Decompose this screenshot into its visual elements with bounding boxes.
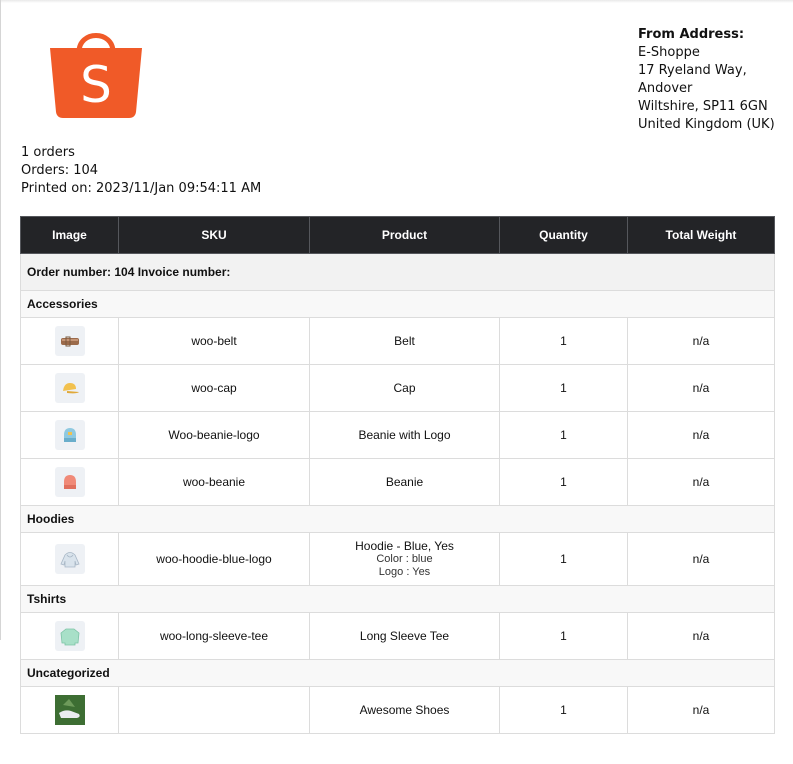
image-cell (21, 459, 119, 506)
printed-on: Printed on: 2023/11/Jan 09:54:11 AM (21, 181, 262, 196)
product-cell: Cap (310, 365, 500, 412)
image-cell (21, 412, 119, 459)
orders-list: Orders: 104 (21, 163, 99, 178)
hoodie-thumbnail-icon (55, 544, 85, 574)
category-uncategorized: Uncategorized (21, 660, 775, 687)
from-address-line: 17 Ryeland Way, (638, 63, 747, 78)
sku-cell: woo-hoodie-blue-logo (119, 533, 310, 586)
product-cell: Beanie with Logo (310, 412, 500, 459)
product-cell (310, 533, 500, 586)
category-row (21, 506, 775, 533)
product-variant-color: Color : blue (376, 553, 433, 565)
beanie-logo-thumbnail-icon (55, 420, 85, 450)
orders-count: 1 orders (21, 145, 75, 160)
quantity-cell: 1 (500, 687, 628, 734)
header-quantity: Quantity (500, 217, 628, 254)
product-variant-logo: Logo : Yes (378, 566, 431, 578)
shoes-thumbnail-icon (55, 695, 85, 725)
belt-thumbnail-icon (55, 326, 85, 356)
order-items-table (20, 216, 775, 734)
category-row (21, 660, 775, 687)
image-cell (21, 365, 119, 412)
from-address-line: United Kingdom (UK) (638, 117, 775, 132)
quantity-cell: 1 (500, 533, 628, 586)
product-cell: Belt (310, 318, 500, 365)
image-cell (21, 318, 119, 365)
sku-cell (119, 687, 310, 734)
sku-cell: Woo-beanie-logo (119, 412, 310, 459)
header-image: Image (21, 217, 119, 254)
table-row (21, 613, 775, 660)
cap-thumbnail-icon (55, 373, 85, 403)
product-cell: Long Sleeve Tee (310, 613, 500, 660)
table-row (21, 687, 775, 734)
table-row (21, 533, 775, 586)
long-sleeve-tee-thumbnail-icon (55, 621, 85, 651)
category-hoodies: Hoodies (21, 506, 775, 533)
weight-cell: n/a (628, 533, 775, 586)
category-accessories: Accessories (21, 291, 775, 318)
table-row (21, 459, 775, 506)
weight-cell: n/a (628, 365, 775, 412)
quantity-cell: 1 (500, 613, 628, 660)
product-name: Hoodie - Blue, Yes (355, 539, 454, 553)
table-row (21, 318, 775, 365)
quantity-cell: 1 (500, 459, 628, 506)
weight-cell: n/a (628, 613, 775, 660)
header-product: Product (310, 217, 500, 254)
table-row (21, 412, 775, 459)
order-number-row (21, 254, 775, 291)
shopping-bag-logo-icon (48, 22, 144, 120)
quantity-cell: 1 (500, 412, 628, 459)
quantity-cell: 1 (500, 318, 628, 365)
beanie-thumbnail-icon (55, 467, 85, 497)
sku-cell: woo-belt (119, 318, 310, 365)
category-row (21, 586, 775, 613)
sku-cell: woo-beanie (119, 459, 310, 506)
image-cell (21, 533, 119, 586)
top-edge-shadow (0, 0, 793, 3)
from-address-line: E-Shoppe (638, 45, 700, 60)
weight-cell: n/a (628, 412, 775, 459)
image-cell (21, 613, 119, 660)
from-address-line: Andover (638, 81, 693, 96)
from-address-title: From Address: (638, 27, 745, 42)
weight-cell: n/a (628, 687, 775, 734)
category-tshirts: Tshirts (21, 586, 775, 613)
header-sku: SKU (119, 217, 310, 254)
table-header-row (21, 217, 775, 254)
product-cell: Beanie (310, 459, 500, 506)
weight-cell: n/a (628, 459, 775, 506)
sku-cell: woo-cap (119, 365, 310, 412)
from-address (638, 26, 775, 134)
from-address-line: Wiltshire, SP11 6GN (638, 99, 768, 114)
table-row (21, 365, 775, 412)
product-cell: Awesome Shoes (310, 687, 500, 734)
header-total-weight: Total Weight (628, 217, 775, 254)
sku-cell: woo-long-sleeve-tee (119, 613, 310, 660)
weight-cell: n/a (628, 318, 775, 365)
image-cell (21, 687, 119, 734)
logo-letter: S (80, 56, 112, 114)
quantity-cell: 1 (500, 365, 628, 412)
left-edge-line (0, 0, 1, 640)
order-number-label: Order number: 104 Invoice number: (21, 254, 775, 291)
category-row (21, 291, 775, 318)
print-summary (21, 144, 261, 198)
